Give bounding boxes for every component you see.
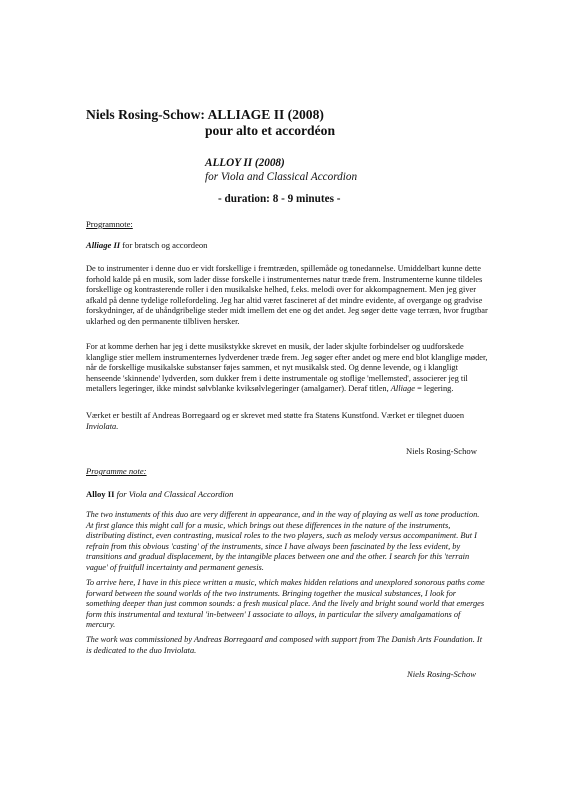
danish-heading: Programnote: — [86, 219, 133, 229]
english-lead-title: Alloy II — [86, 489, 115, 499]
english-title: ALLOY II (2008) — [205, 157, 285, 169]
danish-p2-italic: Alliage — [390, 384, 415, 394]
english-heading: Programme note: — [86, 466, 147, 476]
english-paragraph-2: To arrive here, I have in this piece written a music, which makes hidden relations and unexplored sonorous paths come forward between the sound worlds of the two instruments. Bringing together the musical substances, I look for something deeper than just common sounds: a fresh musical place. And the lively and bright sound world that emerges form this instrumental and textural 'in-between' I associate to alloys, in particular the silvery amalgamations of mercury. — [86, 578, 485, 630]
english-subtitle: for Viola and Classical Accordion — [205, 171, 358, 183]
english-lead-rest: for Viola and Classical Accordion — [114, 489, 234, 499]
danish-p2-end: = legering. — [415, 384, 454, 394]
danish-lead-rest: for bratsch og accordeon — [120, 240, 208, 250]
danish-lead-title: Alliage II — [86, 240, 121, 250]
danish-p2-text: For at komme derhen har jeg i dette musikstykke skrevet en musik, der lader skjulte forbindelser og uudforskede klanglige stier mellem instrumenternes lydverdener træde frem. Jeg søger efter andet og mere end blot klanglige møder, når de forskellige musikalske substanser føjes sammen, et nyt musikalsk sted. Og denne levende, og i klangligt henseende 'skinnende' lydverden, som dukker frem i dette instrumentale og stoflige 'mellemsted', associerer jeg til metallers legeringer, ikke mindst sølvblanke kviksølvlegeringer (amalgamer). Deraf titlen, — [86, 342, 488, 394]
english-signature: Niels Rosing-Schow — [407, 669, 476, 679]
danish-paragraph-1: De to instrumenter i denne duo er vidt forskellige i fremtræden, spillemåde og tonedannelse. Umiddelbart kunne dette forhold kalde på en musik, som lader disse forskelle i instrumenternes natur træde frem. Instrumenterne kunne tildeles forskellige og kontrasterende roller i den musikalske helhed, f.eks. melodi over for akkompagnement. Men jeg giver afkald på denne tydelige rollefordeling. Jeg har altid været fascineret af det mindre evidente, af overgange og gradvise forskydninger, af de uhåndgribelige steder midt imellem det ene og det andet. Jeg søger dette vage terræn, hvor frugtbar uklarhed og den permanente tilbliven hersker. — [86, 264, 488, 326]
danish-p3-italic: Inviolata. — [86, 421, 119, 431]
danish-paragraph-3 — [86, 411, 488, 432]
english-paragraph-1: The two instuments of this duo are very different in appearance, and in the way of playing as well as tone production. At first glance this might call for a music, which brings out these differences in the nature of the instruments, distributing distinct, even contrasting, musical roles to the two players, such as melody versus accompaniment. But I refrain from this obvious 'casting' of the instruments, since I have always been fascinated by the less evident, by transitions and gradual displacement, by the intangible places between one and the other. I search for this 'terrain vague' of fruitfull incertainty and permanent genesis. — [86, 510, 480, 572]
danish-subtitle: pour alto et accordéon — [205, 123, 336, 138]
danish-lead — [86, 240, 207, 250]
danish-paragraph-2 — [86, 342, 488, 395]
english-paragraph-3: The work was commissioned by Andreas Borregaard and composed with support from The Danish Arts Foundation. It is dedicated to the duo Inviolata. — [86, 635, 483, 655]
english-lead — [86, 489, 233, 499]
duration: - duration: 8 - 9 minutes - — [218, 193, 341, 205]
composer-title: Niels Rosing-Schow: ALLIAGE II (2008) — [86, 107, 324, 122]
danish-p3-text: Værket er bestilt af Andreas Borregaard og er skrevet med støtte fra Statens Kunstfond. Værket er tilegnet duoen — [86, 411, 465, 420]
danish-signature: Niels Rosing-Schow — [406, 446, 477, 456]
